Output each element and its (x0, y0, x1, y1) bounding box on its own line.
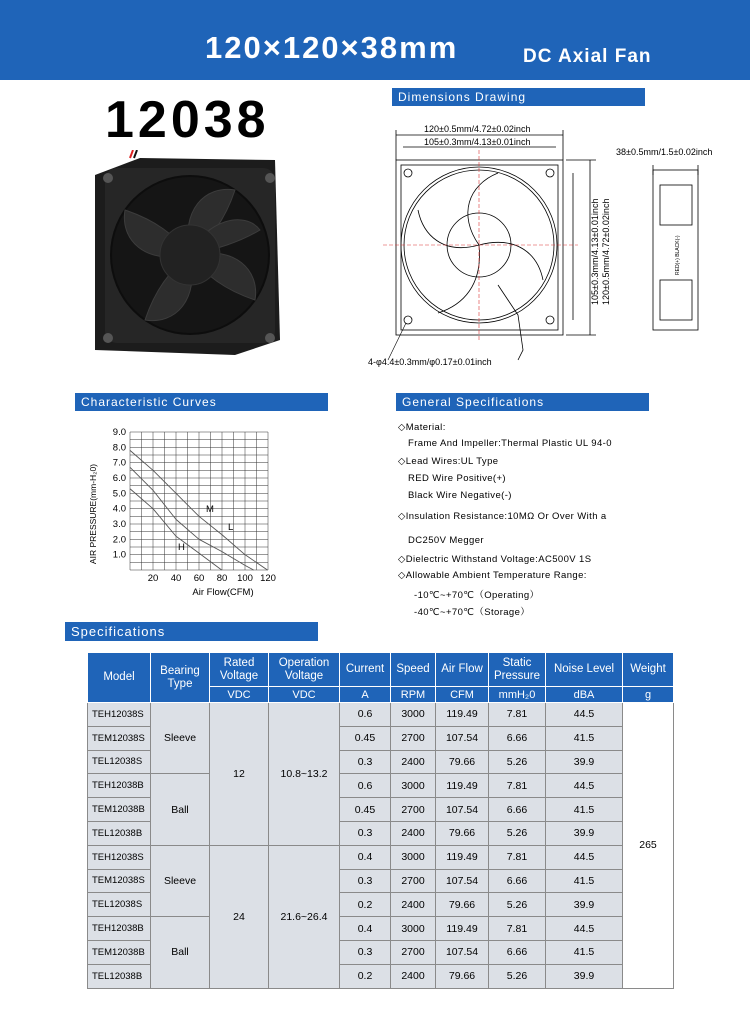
cell-speed: 2700 (391, 940, 436, 964)
cell-operation-voltage: 10.8~13.2 (269, 703, 340, 846)
chart-x-tick-label: 40 (170, 573, 182, 584)
table-row (88, 774, 674, 798)
cell-static-pressure: 5.26 (489, 964, 546, 988)
cell-noise-level: 41.5 (546, 798, 623, 822)
chart-y-label: AIR PRESSURE(mm-H₂0) (88, 463, 98, 565)
dim-side-label: RED(+) BLACK(-) (675, 235, 681, 275)
cell-air-flow: 119.49 (436, 845, 489, 869)
cell-speed: 2700 (391, 798, 436, 822)
banner-title: 120×120×38mm (205, 30, 459, 65)
chart-y-tick-label: 3.0 (112, 519, 126, 530)
unit-operation-voltage: VDC (269, 687, 340, 703)
cell-noise-level: 41.5 (546, 869, 623, 893)
header-speed: Speed (391, 653, 436, 687)
dim-holes: 4-φ4.4±0.3mm/φ0.17±0.01inch (368, 357, 492, 367)
cell-current: 0.2 (340, 964, 391, 988)
cell-model: TEH12038S (88, 703, 151, 727)
chart-y-tick-label: 2.0 (112, 534, 126, 546)
dim-width-inner: 105±0.3mm/4.13±0.01inch (424, 137, 531, 147)
general-spec-line: ◇Dielectric Withstand Voltage:AC500V 1S (398, 554, 592, 565)
dim-height-inner: 105±0.3mm/4.13±0.01inch (590, 198, 600, 305)
chart-series-label: L (228, 522, 234, 533)
general-spec-line: DC250V Megger (408, 535, 484, 546)
general-spec-line: -10℃~+70℃（Operating） (414, 590, 540, 601)
cell-model: TEL12038B (88, 964, 151, 988)
cell-air-flow: 79.66 (436, 964, 489, 988)
cell-current: 0.6 (340, 774, 391, 798)
cell-current: 0.3 (340, 869, 391, 893)
cell-model: TEM12038B (88, 940, 151, 964)
cell-bearing-type: Sleeve (151, 845, 210, 916)
chart-y-tick-label: 9.0 (112, 427, 126, 438)
chart-y-tick-label: 4.0 (112, 503, 126, 515)
cell-noise-level: 44.5 (546, 774, 623, 798)
cell-air-flow: 107.54 (436, 798, 489, 822)
header-operation-voltage: Operation Voltage (269, 653, 340, 687)
cell-noise-level: 44.5 (546, 917, 623, 941)
cell-air-flow: 79.66 (436, 821, 489, 845)
chart-y-tick-label: 1.0 (112, 549, 126, 561)
header-weight: Weight (623, 653, 674, 687)
cell-speed: 2700 (391, 726, 436, 750)
cell-current: 0.45 (340, 798, 391, 822)
cell-air-flow: 107.54 (436, 940, 489, 964)
cell-static-pressure: 5.26 (489, 750, 546, 774)
cell-noise-level: 39.9 (546, 893, 623, 917)
cell-model: TEH12038S (88, 845, 151, 869)
cell-speed: 3000 (391, 774, 436, 798)
cell-air-flow: 79.66 (436, 893, 489, 917)
cell-noise-level: 41.5 (546, 726, 623, 750)
chart-lines (130, 450, 267, 570)
cell-static-pressure: 7.81 (489, 917, 546, 941)
general-spec-line: ◇Lead Wires:UL Type (398, 456, 499, 467)
chart-y-tick-label: 6.0 (112, 473, 126, 484)
unit-weight: g (623, 687, 674, 703)
chart-series-label: M (206, 504, 214, 515)
chart-grid (130, 432, 268, 570)
cell-air-flow: 79.66 (436, 750, 489, 774)
cell-noise-level: 39.9 (546, 821, 623, 845)
dim-depth: 38±0.5mm/1.5±0.02inch (616, 147, 713, 157)
cell-speed: 2700 (391, 869, 436, 893)
section-dimensions-header: Dimensions Drawing (392, 88, 645, 106)
general-spec-line: Black Wire Negative(-) (408, 490, 512, 501)
cell-model: TEH12038B (88, 917, 151, 941)
cell-model: TEL12038S (88, 893, 151, 917)
cell-rated-voltage: 24 (210, 845, 269, 988)
chart-x-tick-label: 20 (147, 573, 159, 584)
cell-current: 0.45 (340, 726, 391, 750)
cell-static-pressure: 7.81 (489, 845, 546, 869)
cell-current: 0.3 (340, 940, 391, 964)
model-number: 12038 (105, 91, 270, 149)
chart-x-label: Air Flow(CFM) (192, 587, 254, 598)
cell-static-pressure: 7.81 (489, 774, 546, 798)
section-curves-header: Characteristic Curves (75, 393, 328, 411)
header-model: Model (88, 653, 151, 703)
header-rated-voltage: Rated Voltage (210, 653, 269, 687)
cell-static-pressure: 6.66 (489, 798, 546, 822)
chart-y-tick-label: 5.0 (112, 488, 126, 500)
cell-speed: 3000 (391, 703, 436, 727)
header-bearing: Bearing Type (151, 653, 210, 703)
header-current: Current (340, 653, 391, 687)
unit-rated-voltage: VDC (210, 687, 269, 703)
general-spec-line: ◇Allowable Ambient Temperature Range: (398, 570, 587, 581)
cell-current: 0.6 (340, 703, 391, 727)
cell-speed: 3000 (391, 917, 436, 941)
general-spec-line: Frame And Impeller:Thermal Plastic UL 94-0 (408, 438, 612, 449)
header-static-pressure: Static Pressure (489, 653, 546, 687)
unit-speed: RPM (391, 687, 436, 703)
cell-bearing-type: Sleeve (151, 703, 210, 774)
cell-air-flow: 107.54 (436, 726, 489, 750)
section-specs-header: Specifications (65, 622, 318, 641)
table-row (88, 703, 674, 727)
cell-static-pressure: 7.81 (489, 703, 546, 727)
header-noise-level: Noise Level (546, 653, 623, 687)
cell-model: TEM12038S (88, 726, 151, 750)
cell-weight: 265 (623, 703, 674, 989)
fan-product-image (85, 150, 285, 360)
cell-speed: 2400 (391, 821, 436, 845)
cell-air-flow: 119.49 (436, 774, 489, 798)
cell-current: 0.4 (340, 845, 391, 869)
cell-noise-level: 44.5 (546, 703, 623, 727)
cell-speed: 2400 (391, 893, 436, 917)
dimensions-drawing (368, 115, 748, 375)
cell-static-pressure: 6.66 (489, 869, 546, 893)
banner-subtitle: DC Axial Fan (523, 46, 652, 67)
dim-height-outer: 120±0.5mm/4.72±0.02inch (601, 198, 611, 305)
chart-series-line-H (130, 450, 267, 570)
cell-speed: 2400 (391, 964, 436, 988)
cell-current: 0.3 (340, 750, 391, 774)
general-spec-line: ◇Material: (398, 422, 446, 433)
cell-current: 0.2 (340, 893, 391, 917)
cell-noise-level: 41.5 (546, 940, 623, 964)
cell-static-pressure: 6.66 (489, 940, 546, 964)
chart-y-tick-label: 8.0 (112, 442, 126, 454)
cell-noise-level: 39.9 (546, 750, 623, 774)
dim-width-outer: 120±0.5mm/4.72±0.02inch (424, 124, 531, 134)
header-air-flow: Air Flow (436, 653, 489, 687)
chart-x-tick-label: 120 (260, 573, 276, 584)
cell-static-pressure: 5.26 (489, 893, 546, 917)
general-spec-line: ◇Insulation Resistance:10MΩ Or Over With a (398, 511, 607, 522)
unit-noise: dBA (546, 687, 623, 703)
unit-air-flow: CFM (436, 687, 489, 703)
specifications-table (87, 652, 674, 989)
cell-model: TEL12038B (88, 821, 151, 845)
cell-bearing-type: Ball (151, 917, 210, 988)
cell-operation-voltage: 21.6~26.4 (269, 845, 340, 988)
general-spec-line: RED Wire Positive(+) (408, 473, 506, 484)
cell-static-pressure: 6.66 (489, 726, 546, 750)
cell-current: 0.4 (340, 917, 391, 941)
unit-current: A (340, 687, 391, 703)
characteristic-curves-chart (78, 422, 318, 602)
unit-static-pressure: mmH₂0 (489, 687, 546, 703)
cell-air-flow: 107.54 (436, 869, 489, 893)
cell-model: TEH12038B (88, 774, 151, 798)
cell-model: TEL12038S (88, 750, 151, 774)
table-row (88, 845, 674, 869)
cell-static-pressure: 5.26 (489, 821, 546, 845)
chart-x-tick-label: 100 (237, 573, 253, 584)
chart-series-label: H (178, 542, 185, 553)
general-spec-line: -40℃~+70℃（Storage） (414, 607, 531, 618)
cell-model: TEM12038B (88, 798, 151, 822)
chart-y-tick-label: 7.0 (112, 457, 126, 469)
cell-rated-voltage: 12 (210, 703, 269, 846)
cell-noise-level: 39.9 (546, 964, 623, 988)
cell-current: 0.3 (340, 821, 391, 845)
chart-x-tick-label: 60 (193, 573, 205, 584)
chart-x-tick-label: 80 (216, 573, 228, 584)
cell-bearing-type: Ball (151, 774, 210, 845)
table-row (88, 917, 674, 941)
cell-noise-level: 44.5 (546, 845, 623, 869)
cell-speed: 2400 (391, 750, 436, 774)
cell-model: TEM12038S (88, 869, 151, 893)
section-general-header: General Specifications (396, 393, 649, 411)
cell-speed: 3000 (391, 845, 436, 869)
cell-air-flow: 119.49 (436, 703, 489, 727)
cell-air-flow: 119.49 (436, 917, 489, 941)
